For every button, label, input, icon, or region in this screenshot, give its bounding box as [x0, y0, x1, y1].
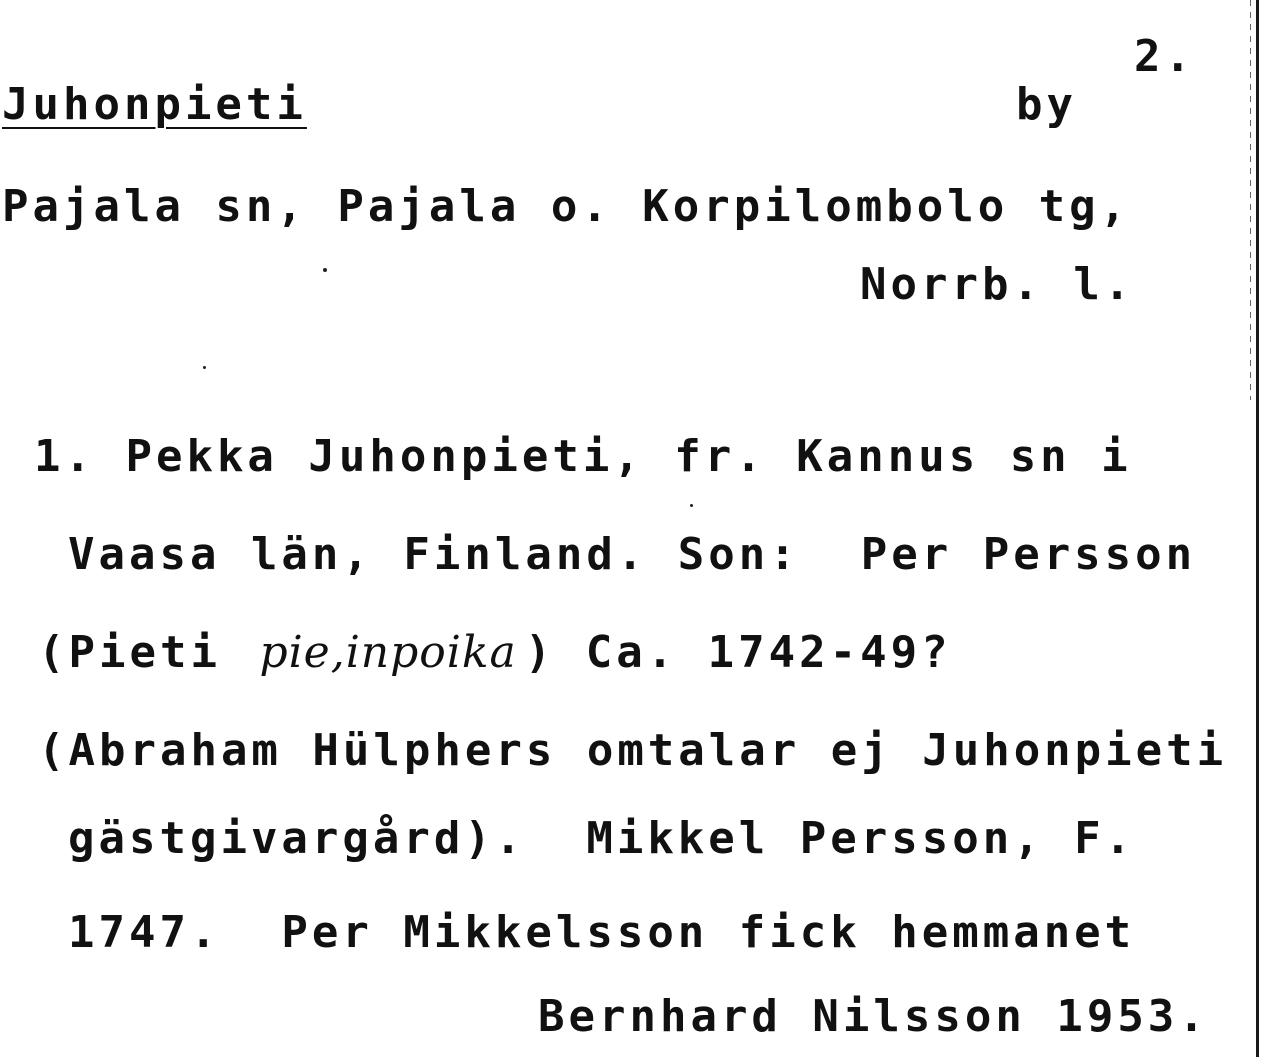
entry-line-3: [38, 628, 952, 678]
county-line: Norrb. l.: [860, 259, 1135, 310]
place-name-heading: Juhonpieti: [2, 79, 307, 130]
ink-speck: [203, 366, 206, 369]
ink-speck: [323, 268, 327, 272]
entry-line-1: 1. Pekka Juhonpieti, fr. Kannus sn i: [34, 431, 1132, 482]
entry-line-2: Vaasa län, Finland. Son: Per Persson: [68, 529, 1197, 580]
entry-line-4: (Abraham Hülphers omtalar ej Juhonpieti: [38, 725, 1228, 776]
entry-line-3-post: ) Ca. 1742-49?: [524, 627, 952, 678]
ink-speck: [690, 504, 693, 507]
handwritten-annotation: pie,inpoika: [259, 627, 517, 678]
entry-line-6: 1747. Per Mikkelsson fick hemmanet: [68, 907, 1136, 958]
author-signature: Bernhard Nilsson 1953.: [538, 991, 1209, 1042]
card-edge-dotted-line: [1250, 0, 1251, 400]
parish-line: Pajala sn, Pajala o. Korpilombolo tg,: [2, 181, 1131, 232]
entry-line-5: gästgivargård). Mikkel Persson, F.: [68, 813, 1136, 864]
card-number: 2.: [1134, 31, 1195, 82]
entry-line-3-pre: (Pieti: [38, 627, 252, 678]
card-edge-border: [1256, 0, 1259, 1057]
place-type-label: by: [1016, 79, 1077, 130]
